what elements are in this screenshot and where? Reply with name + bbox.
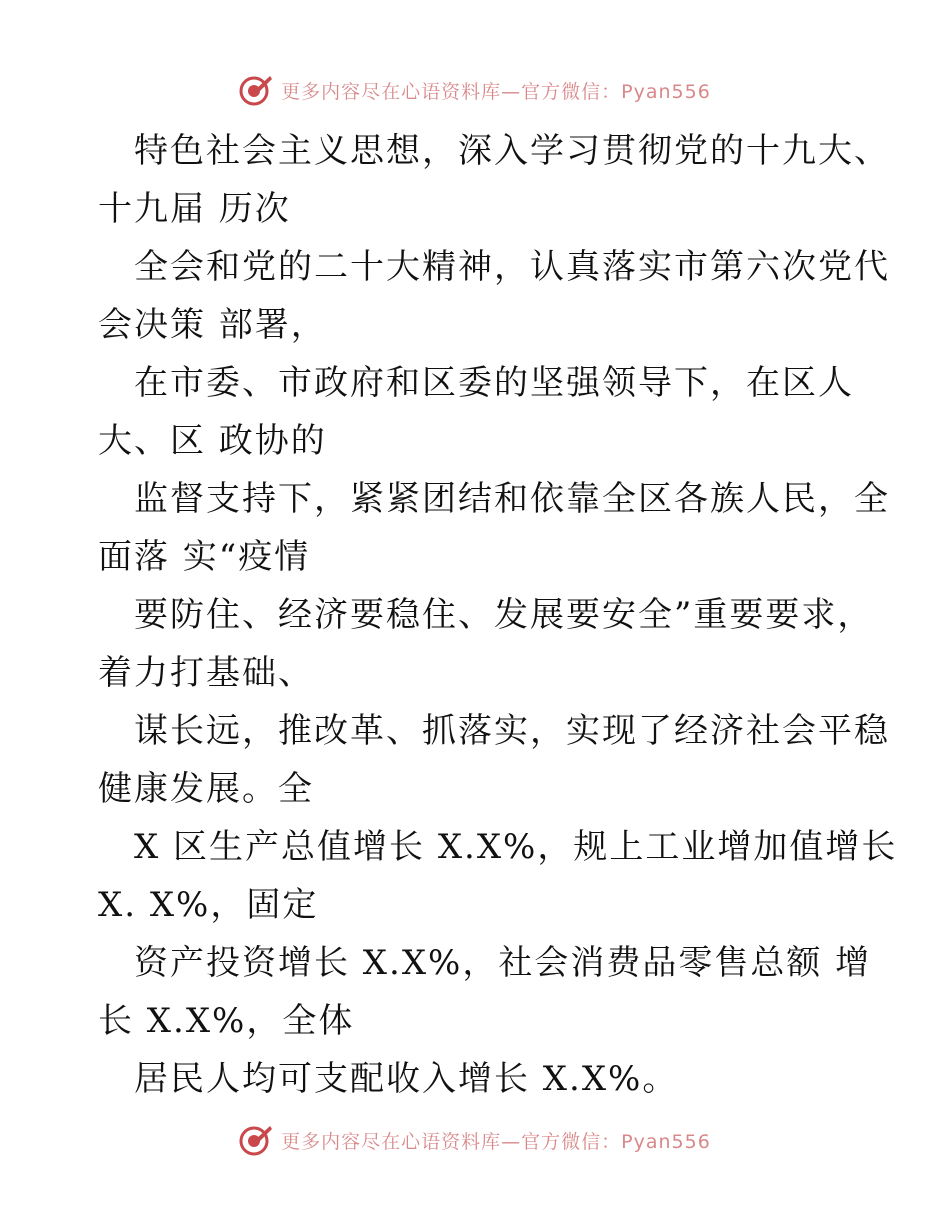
footer-watermark (0, 1120, 950, 1160)
text-line: 会决策 部署， (98, 305, 327, 345)
pen-logo-icon (239, 73, 273, 107)
text-line: 谋长远，推改革、抓落实，实现了经济社会平稳 (134, 711, 890, 751)
document-body (98, 122, 898, 1108)
text-line: 着力打基础、 (98, 653, 314, 693)
text-line: 居民人均可支配收入增长 X.X%。 (134, 1059, 679, 1099)
text-line: 全会和党的二十大精神，认真落实市第六次党代 (134, 247, 890, 287)
text-line: 监督支持下，紧紧团结和依靠全区各族人民，全 (134, 479, 890, 519)
text-line: 健康发展。全 (98, 769, 314, 809)
text-line: 十九届 历次 (98, 189, 291, 229)
watermark-text: 更多内容尽在心语资料库—官方微信：Pyan556 (281, 80, 711, 103)
watermark-text: 更多内容尽在心语资料库—官方微信：Pyan556 (281, 1130, 711, 1153)
text-line: 要防住、经济要稳住、发展要安全”重要要求， (134, 595, 874, 635)
text-line: 大、区 政协的 (98, 421, 327, 461)
text-line: X 区生产总值增长 X.X%，规上工业增加值增长 (134, 827, 898, 867)
text-line: 长 X.X%，全体 (98, 1001, 355, 1041)
text-line: 特色社会主义思想，深入学习贯彻党的十九大、 (134, 131, 890, 171)
text-line: 资产投资增长 X.X%，社会消费品零售总额 增 (134, 943, 872, 983)
text-line: X. X%，固定 (98, 885, 319, 925)
text-line: 在市委、市政府和区委的坚强领导下，在区人 (134, 363, 854, 403)
header-watermark (0, 70, 950, 110)
pen-logo-icon (239, 1123, 273, 1157)
text-line: 面落 实“疫情 (98, 537, 311, 577)
